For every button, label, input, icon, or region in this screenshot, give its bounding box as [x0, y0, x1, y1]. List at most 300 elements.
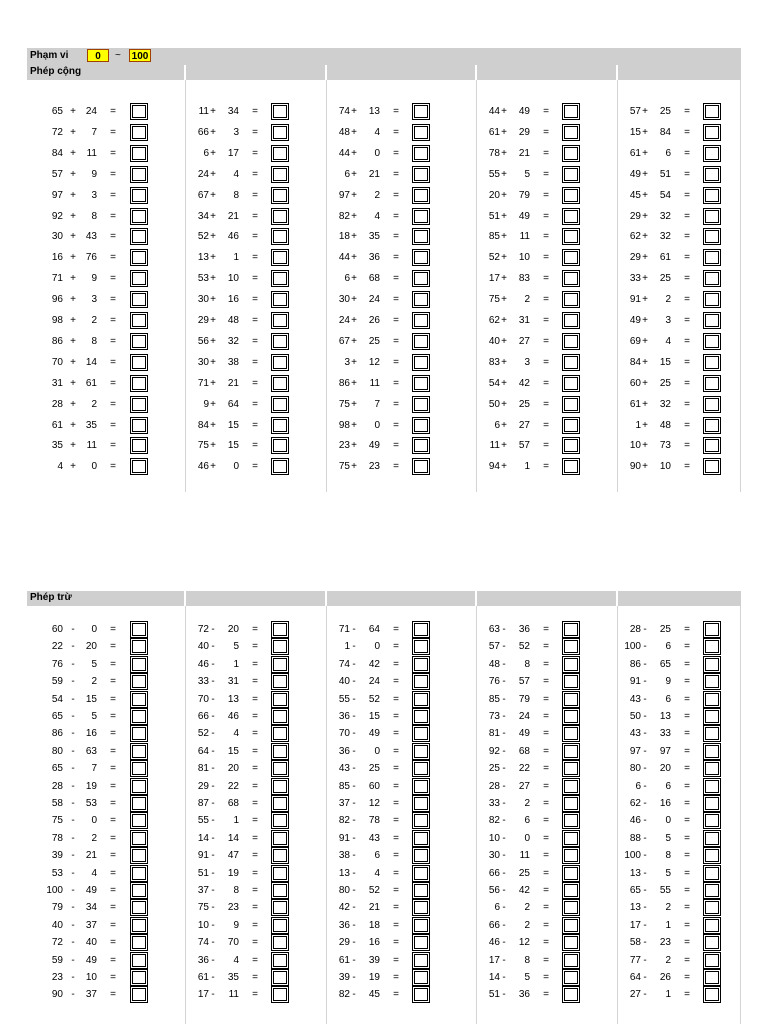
answer-box[interactable] [703, 638, 721, 655]
operand-2: 79 [518, 190, 530, 201]
answer-box[interactable] [271, 270, 289, 287]
answer-box[interactable] [562, 103, 580, 120]
operand-2: 6 [665, 694, 671, 705]
answer-box[interactable] [562, 725, 580, 742]
operator-sign: - [643, 885, 647, 896]
answer-box[interactable] [130, 934, 148, 951]
operator-sign: - [352, 972, 356, 983]
operand-1: 24 [197, 169, 209, 180]
problem-row [617, 986, 741, 1004]
answer-box[interactable] [271, 354, 289, 371]
operator-sign: - [643, 676, 647, 687]
problem-row [27, 333, 185, 351]
answer-box[interactable] [130, 333, 148, 350]
operand-2: 64 [227, 399, 239, 410]
operator-sign: + [351, 231, 357, 242]
answer-box[interactable] [412, 812, 430, 829]
answer-box[interactable] [703, 812, 721, 829]
operand-1: 44 [488, 106, 500, 117]
answer-box[interactable] [703, 795, 721, 812]
answer-box[interactable] [562, 333, 580, 350]
operand-2: 22 [518, 763, 530, 774]
operand-2: 2 [524, 902, 530, 913]
answer-box[interactable] [271, 725, 289, 742]
answer-box[interactable] [271, 882, 289, 899]
operator-sign: - [211, 781, 215, 792]
answer-box[interactable] [562, 417, 580, 434]
answer-box[interactable] [271, 103, 289, 120]
answer-box[interactable] [271, 847, 289, 864]
answer-box[interactable] [703, 375, 721, 392]
equals-sign: = [393, 106, 399, 117]
column-separator [475, 65, 477, 80]
answer-box[interactable] [271, 638, 289, 655]
operator-sign: + [501, 336, 507, 347]
answer-box[interactable] [271, 812, 289, 829]
answer-box[interactable] [412, 187, 430, 204]
answer-box[interactable] [130, 458, 148, 475]
problem-row [617, 847, 741, 865]
answer-box[interactable] [703, 830, 721, 847]
equals-sign: = [393, 815, 399, 826]
answer-box[interactable] [271, 708, 289, 725]
answer-box[interactable] [412, 656, 430, 673]
problem-row [617, 103, 741, 121]
answer-box[interactable] [562, 708, 580, 725]
answer-box[interactable] [130, 187, 148, 204]
answer-box[interactable] [271, 145, 289, 162]
answer-box[interactable] [130, 354, 148, 371]
answer-box[interactable] [703, 952, 721, 969]
answer-box[interactable] [412, 934, 430, 951]
answer-box[interactable] [412, 795, 430, 812]
answer-box[interactable] [271, 458, 289, 475]
answer-box[interactable] [562, 621, 580, 638]
range-min-field[interactable]: 0 [87, 49, 109, 62]
answer-box[interactable] [130, 417, 148, 434]
answer-box[interactable] [271, 621, 289, 638]
answer-box[interactable] [562, 830, 580, 847]
answer-box[interactable] [130, 691, 148, 708]
answer-box[interactable] [130, 812, 148, 829]
answer-box[interactable] [271, 166, 289, 183]
answer-box[interactable] [130, 291, 148, 308]
operand-1: 79 [51, 902, 63, 913]
operator-sign: + [70, 169, 76, 180]
operand-2: 16 [659, 798, 671, 809]
equals-sign: = [543, 461, 549, 472]
answer-box[interactable] [703, 725, 721, 742]
answer-box[interactable] [412, 312, 430, 329]
problem-row [185, 847, 326, 865]
answer-box[interactable] [703, 934, 721, 951]
answer-box[interactable] [412, 952, 430, 969]
answer-box[interactable] [562, 124, 580, 141]
answer-box[interactable] [412, 396, 430, 413]
answer-box[interactable] [271, 375, 289, 392]
answer-box[interactable] [562, 312, 580, 329]
answer-box[interactable] [562, 743, 580, 760]
answer-box[interactable] [412, 124, 430, 141]
answer-box[interactable] [271, 249, 289, 266]
equals-sign: = [110, 641, 116, 652]
answer-box[interactable] [562, 458, 580, 475]
answer-box[interactable] [271, 228, 289, 245]
operand-1: 37 [338, 798, 350, 809]
answer-box[interactable] [703, 417, 721, 434]
equals-sign: = [684, 252, 690, 263]
answer-box[interactable] [703, 708, 721, 725]
answer-box[interactable] [562, 437, 580, 454]
answer-box[interactable] [271, 208, 289, 225]
problem-row [326, 375, 476, 393]
answer-box[interactable] [412, 847, 430, 864]
answer-box[interactable] [703, 187, 721, 204]
answer-box[interactable] [703, 621, 721, 638]
problem-row [185, 458, 326, 476]
answer-box[interactable] [130, 437, 148, 454]
equals-sign: = [684, 659, 690, 670]
answer-box[interactable] [271, 865, 289, 882]
operand-2: 6 [374, 850, 380, 861]
operand-2: 11 [86, 148, 97, 159]
answer-box[interactable] [130, 952, 148, 969]
answer-box[interactable] [412, 437, 430, 454]
answer-box[interactable] [130, 145, 148, 162]
equals-sign: = [543, 955, 549, 966]
answer-box[interactable] [562, 691, 580, 708]
answer-box[interactable] [271, 986, 289, 1003]
answer-box[interactable] [271, 934, 289, 951]
answer-box[interactable] [271, 333, 289, 350]
answer-box[interactable] [412, 986, 430, 1003]
answer-box[interactable] [130, 270, 148, 287]
answer-box[interactable] [703, 145, 721, 162]
answer-box[interactable] [562, 396, 580, 413]
operand-2: 49 [368, 440, 380, 451]
answer-box[interactable] [412, 673, 430, 690]
answer-box[interactable] [130, 638, 148, 655]
answer-box[interactable] [130, 795, 148, 812]
operator-sign: + [210, 399, 216, 410]
answer-box[interactable] [412, 882, 430, 899]
answer-box[interactable] [562, 795, 580, 812]
answer-box[interactable] [412, 691, 430, 708]
answer-box[interactable] [271, 830, 289, 847]
answer-box[interactable] [271, 673, 289, 690]
answer-box[interactable] [703, 103, 721, 120]
answer-box[interactable] [703, 312, 721, 329]
answer-box[interactable] [412, 354, 430, 371]
answer-box[interactable] [130, 725, 148, 742]
answer-box[interactable] [412, 270, 430, 287]
operand-1: 39 [338, 972, 350, 983]
answer-box[interactable] [412, 743, 430, 760]
answer-box[interactable] [271, 795, 289, 812]
answer-box[interactable] [703, 396, 721, 413]
answer-box[interactable] [412, 830, 430, 847]
problem-row [185, 691, 326, 709]
operand-1: 66 [197, 711, 209, 722]
answer-box[interactable] [703, 208, 721, 225]
operand-1: 62 [488, 315, 500, 326]
answer-box[interactable] [271, 899, 289, 916]
operand-1: 10 [197, 920, 209, 931]
answer-box[interactable] [271, 691, 289, 708]
operand-2: 49 [518, 211, 530, 222]
answer-box[interactable] [703, 656, 721, 673]
answer-box[interactable] [412, 417, 430, 434]
answer-box[interactable] [130, 249, 148, 266]
answer-box[interactable] [703, 760, 721, 777]
answer-box[interactable] [271, 743, 289, 760]
answer-box[interactable] [703, 354, 721, 371]
equals-sign: = [110, 440, 116, 451]
answer-box[interactable] [271, 312, 289, 329]
answer-box[interactable] [130, 708, 148, 725]
answer-box[interactable] [130, 103, 148, 120]
operand-2: 42 [518, 378, 530, 389]
answer-box[interactable] [130, 743, 148, 760]
answer-box[interactable] [562, 249, 580, 266]
answer-box[interactable] [412, 208, 430, 225]
answer-box[interactable] [130, 986, 148, 1003]
operand-2: 11 [519, 850, 530, 861]
operator-sign: + [642, 273, 648, 284]
operand-2: 63 [85, 746, 97, 757]
column-separator [475, 591, 477, 606]
problem-row [27, 847, 185, 865]
answer-box[interactable] [562, 865, 580, 882]
answer-box[interactable] [703, 270, 721, 287]
answer-box[interactable] [412, 638, 430, 655]
answer-box[interactable] [412, 333, 430, 350]
answer-box[interactable] [562, 673, 580, 690]
answer-box[interactable] [562, 760, 580, 777]
answer-box[interactable] [562, 187, 580, 204]
operator-sign: + [210, 420, 216, 431]
equals-sign: = [393, 420, 399, 431]
answer-box[interactable] [412, 621, 430, 638]
operand-2: 6 [665, 641, 671, 652]
operand-1: 64 [197, 746, 209, 757]
answer-box[interactable] [703, 847, 721, 864]
operand-2: 10 [518, 252, 530, 263]
answer-box[interactable] [562, 986, 580, 1003]
operand-1: 72 [51, 937, 63, 948]
answer-box[interactable] [130, 830, 148, 847]
answer-box[interactable] [130, 656, 148, 673]
answer-box[interactable] [703, 673, 721, 690]
operator-sign: - [502, 815, 506, 826]
answer-box[interactable] [703, 249, 721, 266]
answer-box[interactable] [562, 270, 580, 287]
answer-box[interactable] [703, 333, 721, 350]
answer-box[interactable] [562, 969, 580, 986]
operand-2: 16 [368, 937, 380, 948]
answer-box[interactable] [703, 743, 721, 760]
answer-box[interactable] [271, 760, 289, 777]
answer-box[interactable] [703, 228, 721, 245]
answer-box[interactable] [562, 145, 580, 162]
problem-row [476, 969, 617, 987]
answer-box[interactable] [130, 208, 148, 225]
answer-box[interactable] [130, 312, 148, 329]
operator-sign: - [502, 902, 506, 913]
answer-box[interactable] [562, 882, 580, 899]
answer-box[interactable] [412, 291, 430, 308]
answer-box[interactable] [130, 760, 148, 777]
answer-box[interactable] [412, 708, 430, 725]
operand-1: 74 [197, 937, 209, 948]
equals-sign: = [684, 106, 690, 117]
answer-box[interactable] [130, 865, 148, 882]
operand-2: 43 [368, 833, 380, 844]
equals-sign: = [252, 461, 258, 472]
section-header-sub [27, 591, 741, 606]
operand-2: 4 [233, 955, 239, 966]
answer-box[interactable] [130, 899, 148, 916]
operand-1: 98 [338, 420, 350, 431]
operand-1: 60 [629, 378, 641, 389]
operand-1: 66 [488, 920, 500, 931]
answer-box[interactable] [562, 812, 580, 829]
answer-box[interactable] [562, 166, 580, 183]
answer-box[interactable] [703, 899, 721, 916]
answer-box[interactable] [130, 228, 148, 245]
answer-box[interactable] [130, 621, 148, 638]
answer-box[interactable] [412, 778, 430, 795]
answer-box[interactable] [703, 882, 721, 899]
answer-box[interactable] [271, 124, 289, 141]
answer-box[interactable] [271, 417, 289, 434]
operand-1: 61 [51, 420, 63, 431]
answer-box[interactable] [130, 882, 148, 899]
operator-sign: - [502, 659, 506, 670]
answer-box[interactable] [562, 375, 580, 392]
operand-1: 53 [51, 868, 63, 879]
answer-box[interactable] [703, 778, 721, 795]
answer-box[interactable] [703, 437, 721, 454]
answer-box[interactable] [562, 899, 580, 916]
equals-sign: = [543, 294, 549, 305]
answer-box[interactable] [412, 899, 430, 916]
answer-box[interactable] [562, 934, 580, 951]
answer-box[interactable] [562, 228, 580, 245]
operand-2: 9 [91, 273, 97, 284]
answer-box[interactable] [412, 249, 430, 266]
answer-box[interactable] [703, 986, 721, 1003]
answer-box[interactable] [271, 291, 289, 308]
answer-box[interactable] [130, 778, 148, 795]
answer-box[interactable] [271, 437, 289, 454]
answer-box[interactable] [562, 778, 580, 795]
operator-sign: + [70, 294, 76, 305]
operator-sign: - [643, 711, 647, 722]
problem-row [27, 417, 185, 435]
answer-box[interactable] [703, 917, 721, 934]
answer-box[interactable] [130, 124, 148, 141]
operator-sign: + [351, 252, 357, 263]
answer-box[interactable] [130, 375, 148, 392]
answer-box[interactable] [130, 396, 148, 413]
answer-box[interactable] [130, 969, 148, 986]
operand-1: 58 [51, 798, 63, 809]
answer-box[interactable] [562, 354, 580, 371]
answer-box[interactable] [412, 145, 430, 162]
column-separator [325, 591, 327, 606]
equals-sign: = [252, 231, 258, 242]
answer-box[interactable] [271, 969, 289, 986]
answer-box[interactable] [562, 952, 580, 969]
equals-sign: = [543, 106, 549, 117]
equals-sign: = [252, 378, 258, 389]
equals-sign: = [684, 294, 690, 305]
answer-box[interactable] [271, 778, 289, 795]
operator-sign: - [71, 902, 75, 913]
answer-box[interactable] [412, 166, 430, 183]
section-header-add [27, 65, 741, 80]
answer-box[interactable] [412, 969, 430, 986]
answer-box[interactable] [271, 396, 289, 413]
answer-box[interactable] [271, 187, 289, 204]
answer-box[interactable] [703, 969, 721, 986]
answer-box[interactable] [703, 865, 721, 882]
answer-box[interactable] [703, 291, 721, 308]
answer-box[interactable] [562, 656, 580, 673]
answer-box[interactable] [703, 124, 721, 141]
operator-sign: + [642, 148, 648, 159]
answer-box[interactable] [562, 208, 580, 225]
answer-box[interactable] [412, 103, 430, 120]
answer-box[interactable] [130, 847, 148, 864]
answer-box[interactable] [562, 291, 580, 308]
problem-row [27, 187, 185, 205]
answer-box[interactable] [703, 691, 721, 708]
answer-box[interactable] [703, 166, 721, 183]
answer-box[interactable] [130, 917, 148, 934]
operator-sign: + [210, 231, 216, 242]
answer-box[interactable] [271, 952, 289, 969]
answer-box[interactable] [412, 458, 430, 475]
equals-sign: = [110, 937, 116, 948]
answer-box[interactable] [130, 166, 148, 183]
range-max-field[interactable]: 100 [129, 49, 151, 62]
answer-box[interactable] [562, 917, 580, 934]
answer-box[interactable] [412, 917, 430, 934]
answer-box[interactable] [562, 847, 580, 864]
answer-box[interactable] [562, 638, 580, 655]
operand-2: 22 [227, 781, 239, 792]
answer-box[interactable] [271, 656, 289, 673]
operand-2: 23 [227, 902, 239, 913]
answer-box[interactable] [412, 375, 430, 392]
answer-box[interactable] [130, 673, 148, 690]
equals-sign: = [252, 190, 258, 201]
operand-1: 96 [51, 294, 63, 305]
answer-box[interactable] [412, 760, 430, 777]
equals-sign: = [110, 885, 116, 896]
answer-box[interactable] [412, 228, 430, 245]
answer-box[interactable] [703, 458, 721, 475]
operator-sign: - [643, 902, 647, 913]
answer-box[interactable] [412, 865, 430, 882]
answer-box[interactable] [412, 725, 430, 742]
answer-box[interactable] [271, 917, 289, 934]
operand-1: 65 [51, 711, 63, 722]
equals-sign: = [543, 920, 549, 931]
operand-2: 52 [368, 694, 380, 705]
